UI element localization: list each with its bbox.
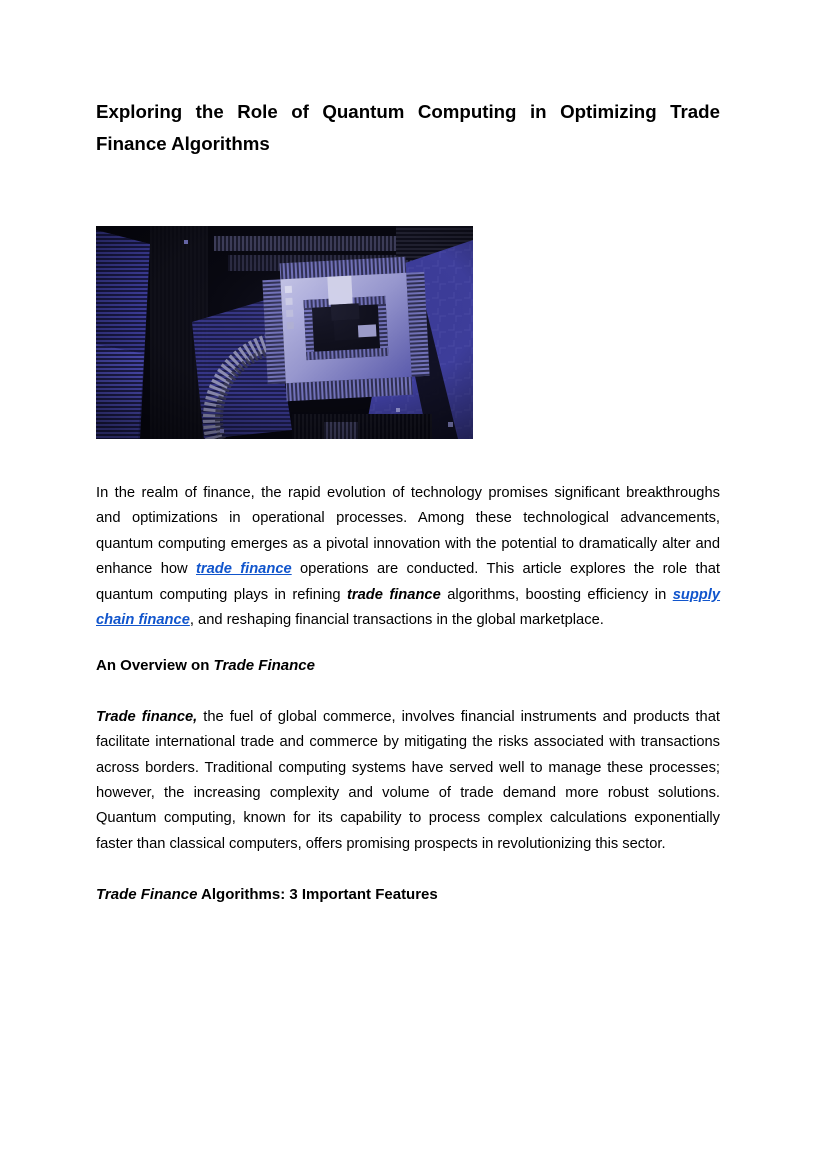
- text-run: Trade finance,: [96, 708, 198, 725]
- intro-paragraph: [96, 481, 720, 633]
- quantum-chip-illustration: [96, 226, 473, 439]
- text-run: , and reshaping financial transactions in the global marketplace.: [189, 612, 604, 629]
- document-title: Exploring the Role of Quantum Computing in Optimizing Trade Finance Algorithms: [96, 101, 720, 154]
- text-run: the fuel of global commerce, involves financial instruments and products that facilitate international trade and commerce by mitigating the risks associated with transactions across borders. Traditional computing systems have served well to manage these processes; however, the increasing complexity and volume of trade demand more robust solutions. Quantum computing, known for its capability to process complex calculations exponentially faster than classical computers, offers promising prospects in revolutionizing this sector.: [96, 708, 720, 852]
- document-page: [0, 96, 816, 1152]
- text-run: Trade Finance: [96, 886, 198, 904]
- overview-heading: [96, 653, 720, 678]
- text-run: algorithms, boosting efficiency in: [440, 586, 673, 603]
- document-content: [0, 96, 816, 908]
- text-run: operations are conducted. This article explores the role that quantum computing plays in refining: [96, 561, 720, 603]
- inline-link[interactable]: supply chain finance: [96, 586, 721, 629]
- overview-paragraph: [96, 705, 720, 857]
- text-run: In the realm of finance, the rapid evolution of technology promises significant breakthroughs and optimizations in operational processes. Among these technological advancements, quantum computing emerges as a pivotal innovation with the potential to dramatically alter and enhance how: [96, 485, 720, 578]
- text-run: Algorithms: 3 Important Features: [197, 886, 438, 904]
- inline-link[interactable]: trade finance: [195, 561, 292, 578]
- text-run: An Overview on: [96, 657, 214, 675]
- hero-image-quantum-chip: [96, 226, 473, 439]
- text-run: Trade Finance: [213, 657, 315, 675]
- text-run: trade finance: [346, 586, 441, 603]
- features-heading: [96, 882, 720, 907]
